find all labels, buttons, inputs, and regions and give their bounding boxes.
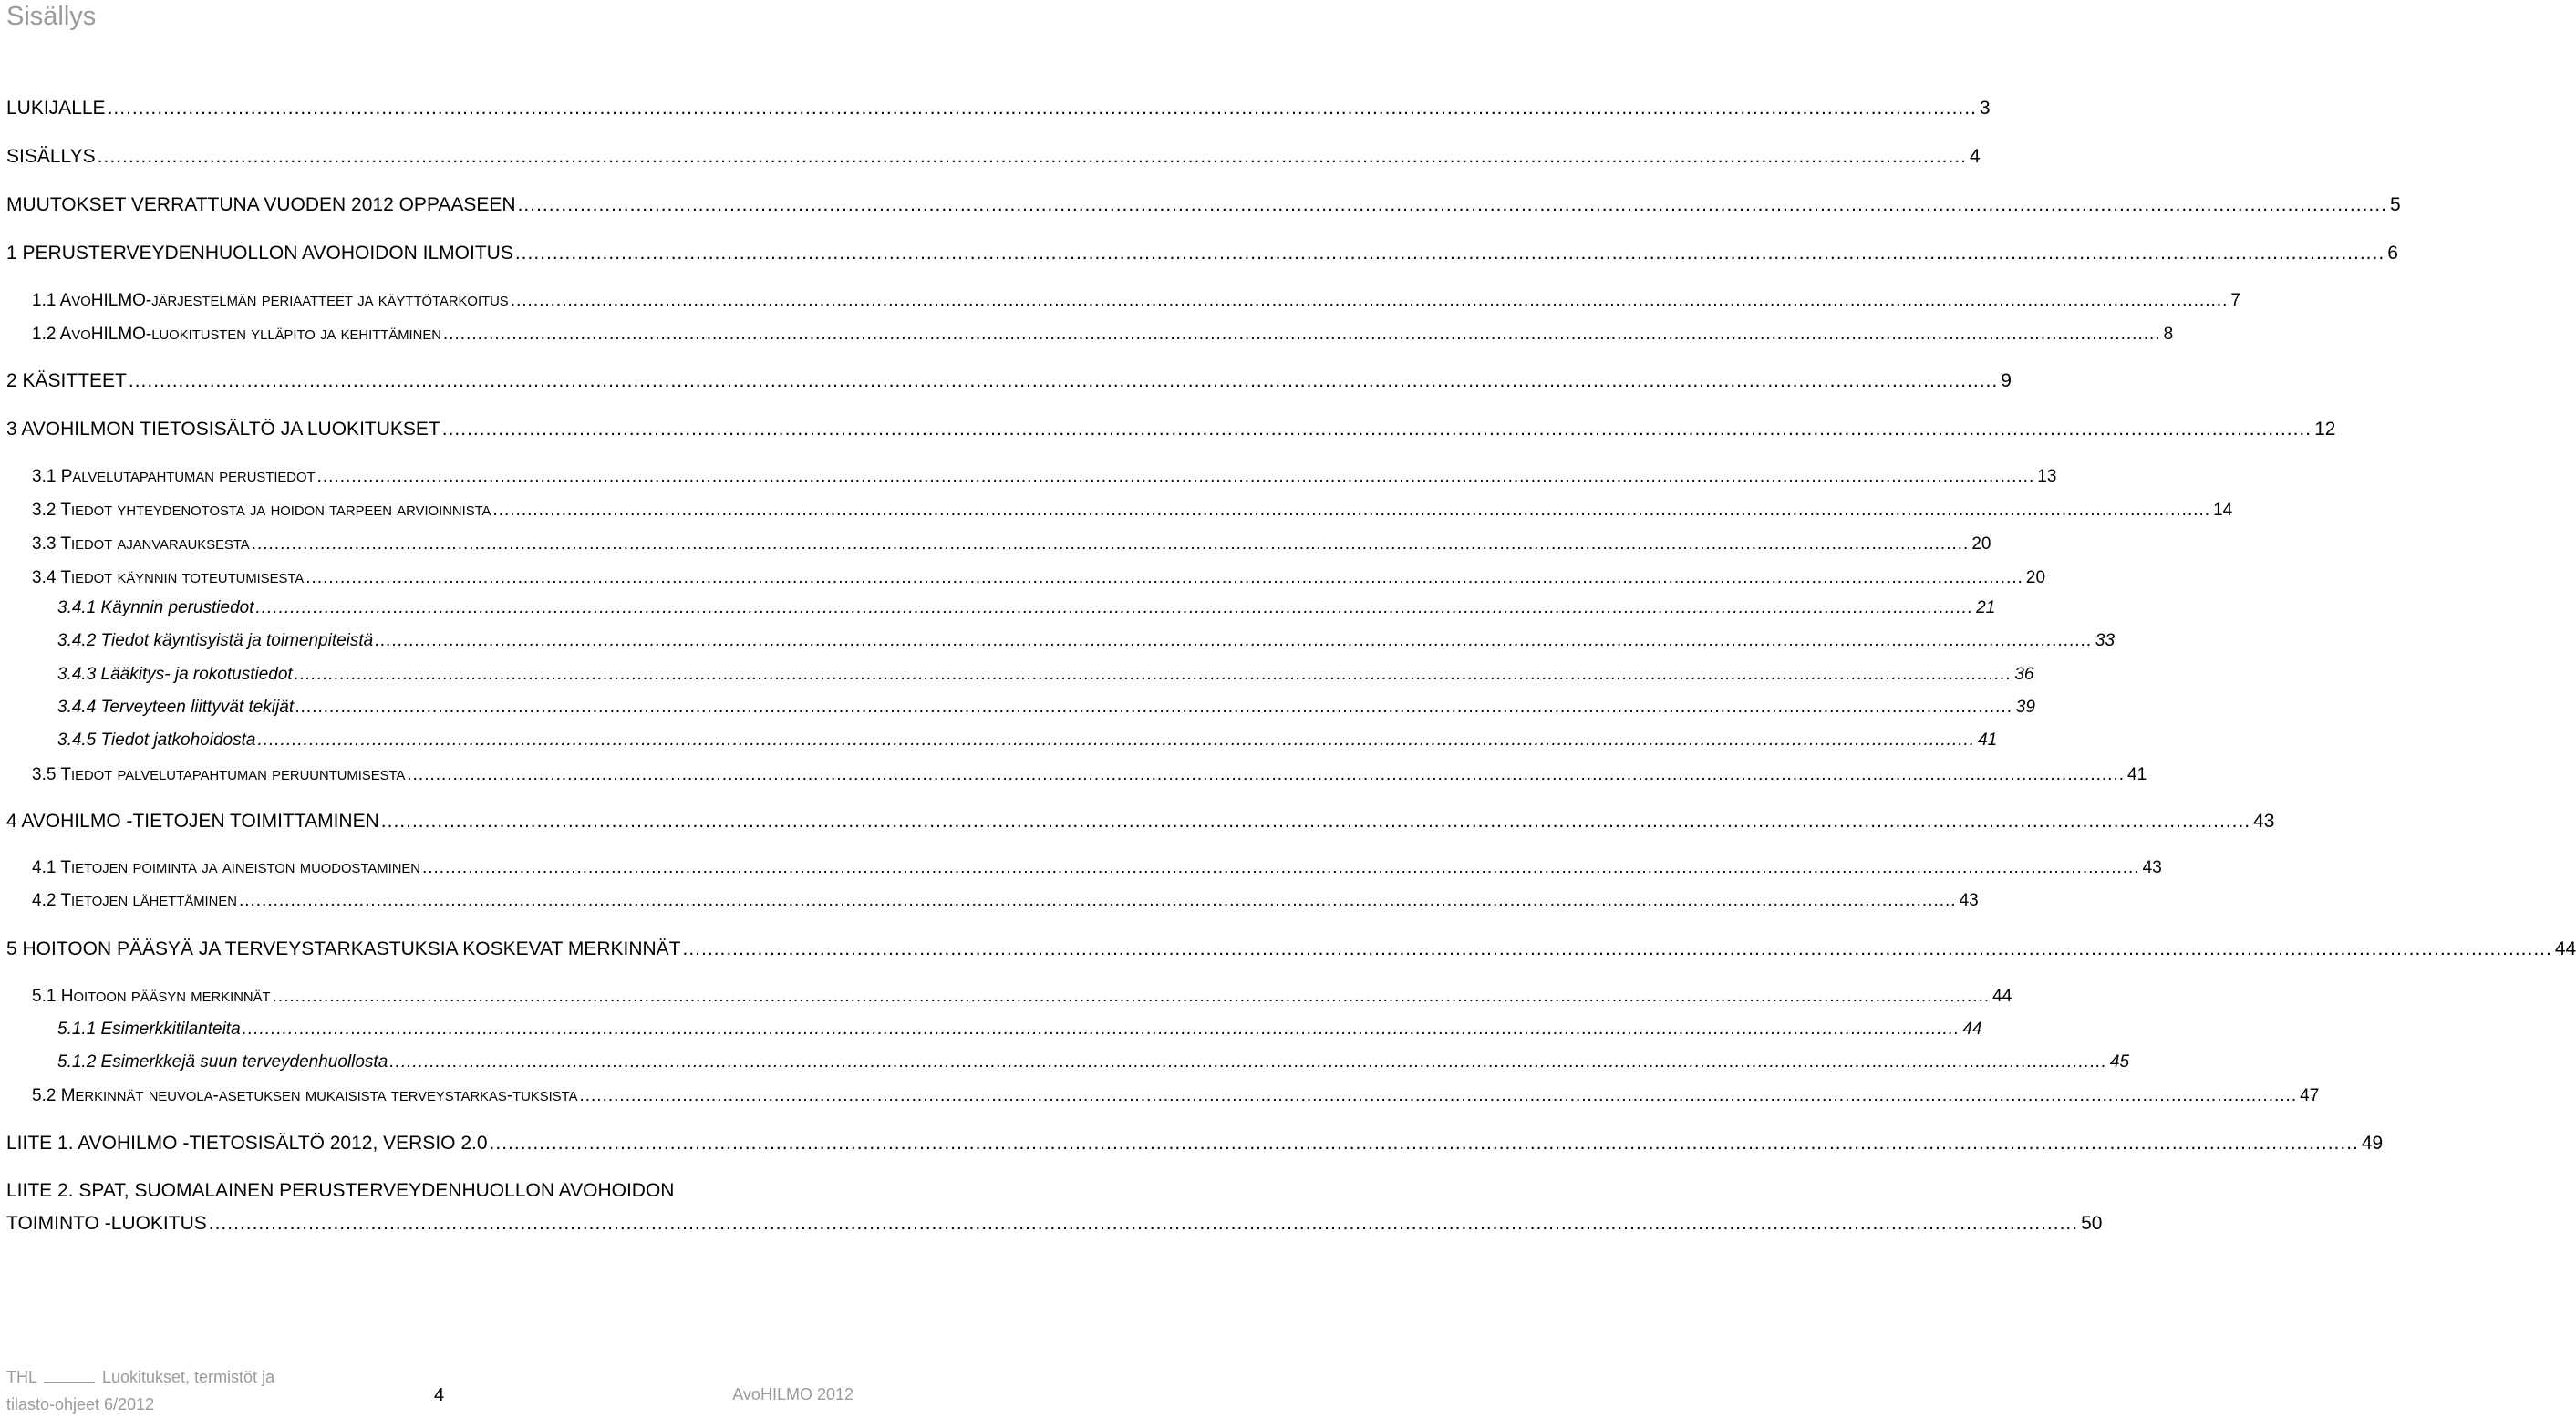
toc-entry-page-number: 47 — [2300, 1086, 2320, 1105]
toc-entry-page-number: 33 — [2095, 631, 2116, 650]
toc-entry-page-number: 44 — [2554, 938, 2576, 959]
toc-entry-label: 5.2 MERKINNÄT NEUVOLA-ASETUKSEN MUKAISISTA TERVEYSTARKAS-TUKSISTA — [32, 1086, 578, 1105]
toc-entry[interactable] — [32, 891, 1979, 910]
toc-entry[interactable] — [6, 98, 1991, 119]
toc-entry-label: 2 KÄSITTEET — [6, 370, 127, 391]
toc-entry-label: 3.2 TIEDOT YHTEYDENOTOSTA JA HOIDON TARPEEN ARVIOINNISTA — [32, 501, 491, 520]
toc-entry-label: 3.5 TIEDOT PALVELUTAPAHTUMAN PERUUNTUMISESTA — [32, 765, 406, 784]
toc-entry[interactable] — [57, 1052, 2130, 1072]
toc-entry-label: LIITE 1. AVOHILMO -TIETOSISÄLTÖ 2012, VERSIO 2.0 — [6, 1133, 488, 1154]
toc-dot-leader: ............................................................................................................................................................................................................................................................................................................ — [682, 938, 2552, 959]
toc-entry-page-number: 7 — [2230, 291, 2240, 310]
toc-entry-page-number: 49 — [2361, 1133, 2384, 1154]
toc-entry-label-line1: LIITE 2. SPAT, SUOMALAINEN PERUSTERVEYDENHUOLLON AVOHOIDON — [6, 1180, 675, 1201]
toc-entry[interactable] — [32, 568, 2046, 587]
toc-entry-label: 5.1.2 Esimerkkejä suun terveydenhuollosta — [57, 1052, 388, 1072]
toc-entry-page-number: 3 — [1979, 98, 1991, 119]
toc-dot-leader: ............................................................................................................................................................................................................................................................................................................ — [238, 891, 1957, 910]
toc-entry-label: 1.1 AVOHILMO-JÄRJESTELMÄN PERIAATTEET JA KÄYTTÖTARKOITUS — [32, 291, 509, 310]
toc-entry-page-number: 45 — [2109, 1052, 2130, 1072]
toc-entry-page-number: 43 — [1959, 891, 1979, 910]
toc-entry-page-number: 41 — [1978, 730, 1998, 750]
toc-entry[interactable] — [57, 1020, 1982, 1039]
toc-dot-leader: ............................................................................................................................................................................................................................................................................................................ — [510, 291, 2229, 310]
toc-entry-label: 4 AVOHILMO -TIETOJEN TOIMITTAMINEN — [6, 811, 379, 832]
toc-entry-page-number: 6 — [2387, 243, 2398, 264]
toc-entry-page-number: 21 — [1976, 598, 1996, 617]
toc-entry-label: LUKIJALLE — [6, 98, 106, 119]
footer-org: THL — [6, 1368, 38, 1386]
toc-dot-leader: ............................................................................................................................................................................................................................................................................................................ — [579, 1086, 2298, 1105]
toc-entry-page-number: 50 — [2081, 1213, 2103, 1234]
toc-dot-leader: ............................................................................................................................................................................................................................................................................................................ — [294, 665, 2012, 684]
page-title: Sisällys — [6, 2, 97, 31]
footer-page-number: 4 — [434, 1385, 445, 1405]
toc-entry-label: 5.1.1 Esimerkkitilanteita — [57, 1020, 241, 1039]
toc-entry[interactable] — [6, 938, 2576, 959]
footer-series: Luokitukset, termistöt ja — [102, 1368, 275, 1386]
toc-entry-page-number: 43 — [2142, 858, 2162, 877]
toc-entry-label: 3 AVOHILMON TIETOSISÄLTÖ JA LUOKITUKSET — [6, 419, 440, 440]
toc-dot-leader: ............................................................................................................................................................................................................................................................................................................ — [128, 370, 1999, 391]
toc-entry-page-number: 44 — [1962, 1020, 1982, 1039]
toc-entry-label: 3.4.2 Tiedot käyntisyistä ja toimenpiteistä — [57, 631, 374, 650]
toc-dot-leader: ............................................................................................................................................................................................................................................................................................................ — [380, 811, 2251, 832]
toc-dot-leader: ............................................................................................................................................................................................................................................................................................................ — [295, 698, 2013, 717]
toc-entry[interactable] — [6, 419, 2336, 440]
toc-entry[interactable] — [32, 1086, 2320, 1105]
toc-dot-leader: ............................................................................................................................................................................................................................................................................................................ — [492, 501, 2211, 520]
toc-dot-leader: ............................................................................................................................................................................................................................................................................................................ — [389, 1052, 2107, 1072]
toc-dot-leader: ............................................................................................................................................................................................................................................................................................................ — [257, 730, 1976, 750]
toc-entry[interactable] — [6, 1133, 2384, 1154]
footer-publication: tilasto-ohjeet 6/2012 — [6, 1395, 155, 1414]
toc-entry[interactable] — [32, 534, 1991, 554]
toc-entry[interactable] — [32, 501, 2233, 520]
toc-dot-leader: ............................................................................................................................................................................................................................................................................................................ — [514, 243, 2385, 264]
toc-entry-label: 3.3 TIEDOT AJANVARAUKSESTA — [32, 534, 250, 554]
toc-entry[interactable] — [6, 243, 2398, 264]
toc-entry-label: 3.4.4 Terveyteen liittyvät tekijät — [57, 698, 295, 717]
toc-entry-label: SISÄLLYS — [6, 146, 96, 167]
toc-entry-page-number: 20 — [2025, 568, 2046, 587]
toc-entry[interactable] — [32, 858, 2162, 877]
footer-document-name: AvoHILMO 2012 — [732, 1385, 853, 1403]
toc-entry-page-number: 41 — [2127, 765, 2147, 784]
toc-dot-leader: ............................................................................................................................................................................................................................................................................................................ — [316, 467, 2035, 486]
toc-dot-leader: ............................................................................................................................................................................................................................................................................................................ — [489, 1133, 2359, 1154]
toc-entry[interactable] — [57, 665, 2034, 684]
toc-entry-page-number: 13 — [2037, 467, 2057, 486]
toc-entry[interactable] — [57, 631, 2116, 650]
toc-entry-page-number: 39 — [2015, 698, 2035, 717]
toc-entry[interactable] — [32, 467, 2057, 486]
toc-dot-leader: ............................................................................................................................................................................................................................................................................................................ — [421, 858, 2140, 877]
toc-entry-page-number: 43 — [2253, 811, 2275, 832]
toc-entry[interactable] — [57, 730, 1998, 750]
toc-entry-label: 3.4.1 Käynnin perustiedot — [57, 598, 254, 617]
toc-entry[interactable] — [32, 291, 2240, 310]
toc-entry-page-number: 44 — [1992, 987, 2012, 1006]
toc-entry-label: 1 PERUSTERVEYDENHUOLLON AVOHOIDON ILMOITUS — [6, 243, 513, 264]
toc-entry[interactable] — [57, 598, 1996, 617]
toc-dot-leader: ............................................................................................................................................................................................................................................................................................................ — [305, 568, 2023, 587]
toc-dot-leader: ............................................................................................................................................................................................................................................................................................................ — [251, 534, 1970, 554]
toc-entry[interactable] — [6, 370, 2012, 391]
toc-entry[interactable] — [32, 987, 2012, 1006]
toc-entry-page-number: 8 — [2163, 325, 2174, 344]
toc-dot-leader: ............................................................................................................................................................................................................................................................................................................ — [272, 987, 1991, 1006]
toc-entry[interactable] — [6, 146, 1981, 167]
toc-dot-leader: ............................................................................................................................................................................................................................................................................................................ — [97, 146, 1968, 167]
toc-entry-label: 5.1 HOITOON PÄÄSYN MERKINNÄT — [32, 987, 271, 1006]
toc-entry[interactable] — [57, 698, 2035, 717]
toc-entry[interactable] — [6, 1213, 2103, 1234]
toc-entry-label: 3.4 TIEDOT KÄYNNIN TOTEUTUMISESTA — [32, 568, 305, 587]
footer-rule — [44, 1382, 95, 1383]
toc-dot-leader: ............................................................................................................................................................................................................................................................................................................ — [375, 631, 2093, 650]
toc-dot-leader: ............................................................................................................................................................................................................................................................................................................ — [107, 98, 1977, 119]
toc-entry-label: 5 HOITOON PÄÄSYÄ JA TERVEYSTARKASTUKSIA KOSKEVAT MERKINNÄT — [6, 938, 681, 959]
toc-dot-leader: ............................................................................................................................................................................................................................................................................................................ — [208, 1213, 2079, 1234]
toc-entry-page-number: 4 — [1970, 146, 1981, 167]
toc-entry-label: TOIMINTO -LUOKITUS — [6, 1213, 207, 1234]
toc-entry-page-number: 12 — [2314, 419, 2336, 440]
toc-dot-leader: ............................................................................................................................................................................................................................................................................................................ — [255, 598, 1974, 617]
toc-entry-label: 4.2 TIETOJEN LÄHETTÄMINEN — [32, 891, 237, 910]
toc-entry[interactable] — [32, 325, 2174, 344]
toc-entry-label: 3.4.3 Lääkitys- ja rokotustiedot — [57, 665, 293, 684]
toc-entry-page-number: 36 — [2014, 665, 2034, 684]
toc-entry-label: 3.1 PALVELUTAPAHTUMAN PERUSTIEDOT — [32, 467, 316, 486]
toc-entry[interactable] — [32, 765, 2147, 784]
toc-entry-page-number: 20 — [1971, 534, 1991, 554]
toc-entry-label: 4.1 TIETOJEN POIMINTA JA AINEISTON MUODOSTAMINEN — [32, 858, 420, 877]
toc-entry-label: MUUTOKSET VERRATTUNA VUODEN 2012 OPPAASEEN — [6, 194, 516, 215]
toc-entry[interactable] — [6, 811, 2275, 832]
toc-dot-leader: ............................................................................................................................................................................................................................................................................................................ — [441, 419, 2312, 440]
toc-dot-leader: ............................................................................................................................................................................................................................................................................................................ — [442, 325, 2161, 344]
toc-entry[interactable] — [6, 194, 2401, 215]
toc-entry-page-number: 14 — [2213, 501, 2233, 520]
toc-entry-page-number: 5 — [2389, 194, 2401, 215]
toc-entry-label: 1.2 AVOHILMO-LUOKITUSTEN YLLÄPITO JA KEHITTÄMINEN — [32, 325, 441, 344]
toc-dot-leader: ............................................................................................................................................................................................................................................................................................................ — [242, 1020, 1960, 1039]
toc-dot-leader: ............................................................................................................................................................................................................................................................................................................ — [517, 194, 2387, 215]
toc-entry-page-number: 9 — [2001, 370, 2012, 391]
toc-dot-leader: ............................................................................................................................................................................................................................................................................................................ — [407, 765, 2126, 784]
toc-entry-label: 3.4.5 Tiedot jatkohoidosta — [57, 730, 256, 750]
